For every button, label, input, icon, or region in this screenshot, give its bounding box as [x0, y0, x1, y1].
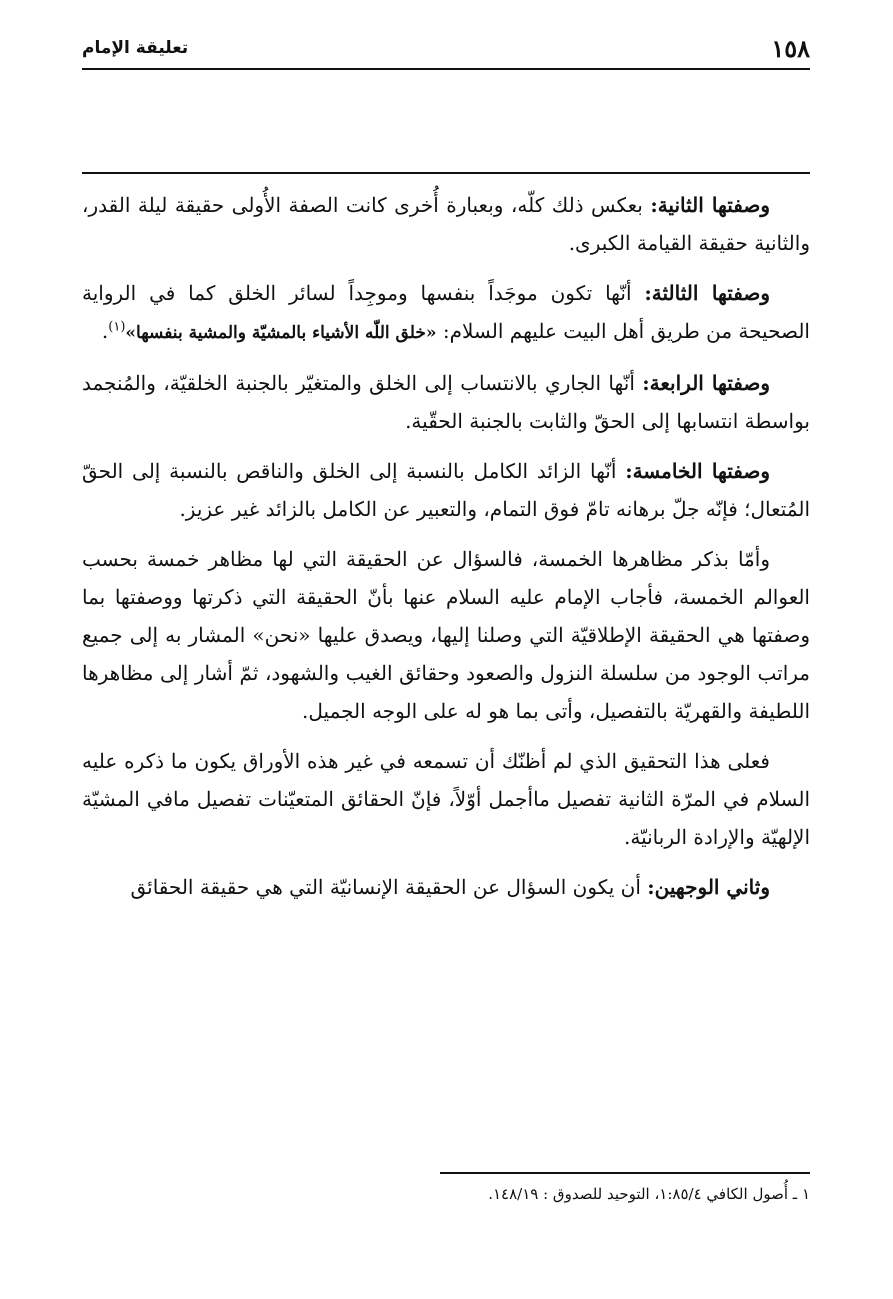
top-divider: [82, 172, 810, 174]
body-text: [82, 186, 810, 918]
footnote: ١ ـ أُصول الكافي ١:٨٥/٤، التوحيد للصدوق : ١٤٨/١٩.: [488, 1185, 810, 1203]
paragraph-lead: وصفتها الثانية:: [650, 193, 770, 217]
paragraph-second-aspect: [82, 868, 810, 906]
page-number: ١٥٨: [771, 34, 810, 63]
paragraph-text: أنّها تكون موجَداً بنفسها وموجِداً لسائر الخلق كما في الرواية الصحيحة من طريق أهل البيت عليهم السلام:: [82, 281, 810, 343]
paragraph-text: أنّها الزائد الكامل بالنسبة إلى الخلق والناقص بالنسبة إلى الحقّ المُتعال؛ فإنّه جلّ برهانه تامّ فوق التمام، والتعبير عن الكامل بالزائد غير عزيز.: [82, 459, 810, 521]
paragraph-text: أنّها الجاري بالانتساب إلى الخلق والمتغيّر بالجنبة الخلقيّة، والمُنجمد بواسطة انتسابها إلى الحقّ والثابت بالجنبة الحقّية.: [82, 371, 810, 433]
paragraph-third-attribute: [82, 274, 810, 352]
footnote-divider: [440, 1172, 810, 1174]
paragraph-lead: وثاني الوجهين:: [647, 875, 770, 899]
page-header: [82, 34, 810, 70]
paragraph-fourth-attribute: [82, 364, 810, 440]
paragraph-tail: .: [101, 319, 109, 343]
paragraph-text: وأمّا بذكر مظاهرها الخمسة، فالسؤال عن الحقيقة التي لها مظاهر خمسة بحسب العوالم الخمسة، فأجاب الإمام عليه السلام عنها بأنّ الحقيقة التي ذكرتها ووصفتها بما وصفتها هي الحقيقة الإطلاقيّة التي وصلنا إليها، ويصدق عليها «نحن» المشار به إلى جميع مراتب الوجود من سلسلة النزول والصعود وحقائق الغيب والشهود، ثمّ أشار إلى مظاهرها اللطيفة والقهريّة بالتفصيل، وأتى بما هو له على الوجه الجميل.: [82, 547, 810, 723]
paragraph-second-attribute: [82, 186, 810, 262]
paragraph-conclusion: [82, 742, 810, 856]
paragraph-text: بعكس ذلك كلّه، وبعبارة أُخرى كانت الصفة الأُولى حقيقة ليلة القدر، والثانية حقيقة القيامة الكبرى.: [82, 193, 810, 255]
hadith-quote: «خلق اللّه الأشياء بالمشيّة والمشية بنفسها»: [125, 323, 437, 343]
paragraph-text: فعلى هذا التحقيق الذي لم أظنّك أن تسمعه في غير هذه الأوراق يكون ما ذكره عليه السلام في المرّة الثانية تفصيل ماأجمل أوّلاً، فإنّ الحقائق المتعيّنات تفصيل مافي المشيّة الإلهيّة والإرادة الربانيّة.: [82, 749, 810, 849]
paragraph-text: أن يكون السؤال عن الحقيقة الإنسانيّة التي هي حقيقة الحقائق: [130, 875, 648, 899]
footnote-reference[interactable]: (١): [108, 319, 126, 335]
paragraph-fifth-attribute: [82, 452, 810, 528]
paragraph-five-manifestations: [82, 540, 810, 730]
paragraph-lead: وصفتها الثالثة:: [644, 281, 770, 305]
running-title: تعليقة الإمام: [82, 38, 189, 58]
paragraph-lead: وصفتها الخامسة:: [625, 459, 771, 483]
paragraph-lead: وصفتها الرابعة:: [642, 371, 770, 395]
